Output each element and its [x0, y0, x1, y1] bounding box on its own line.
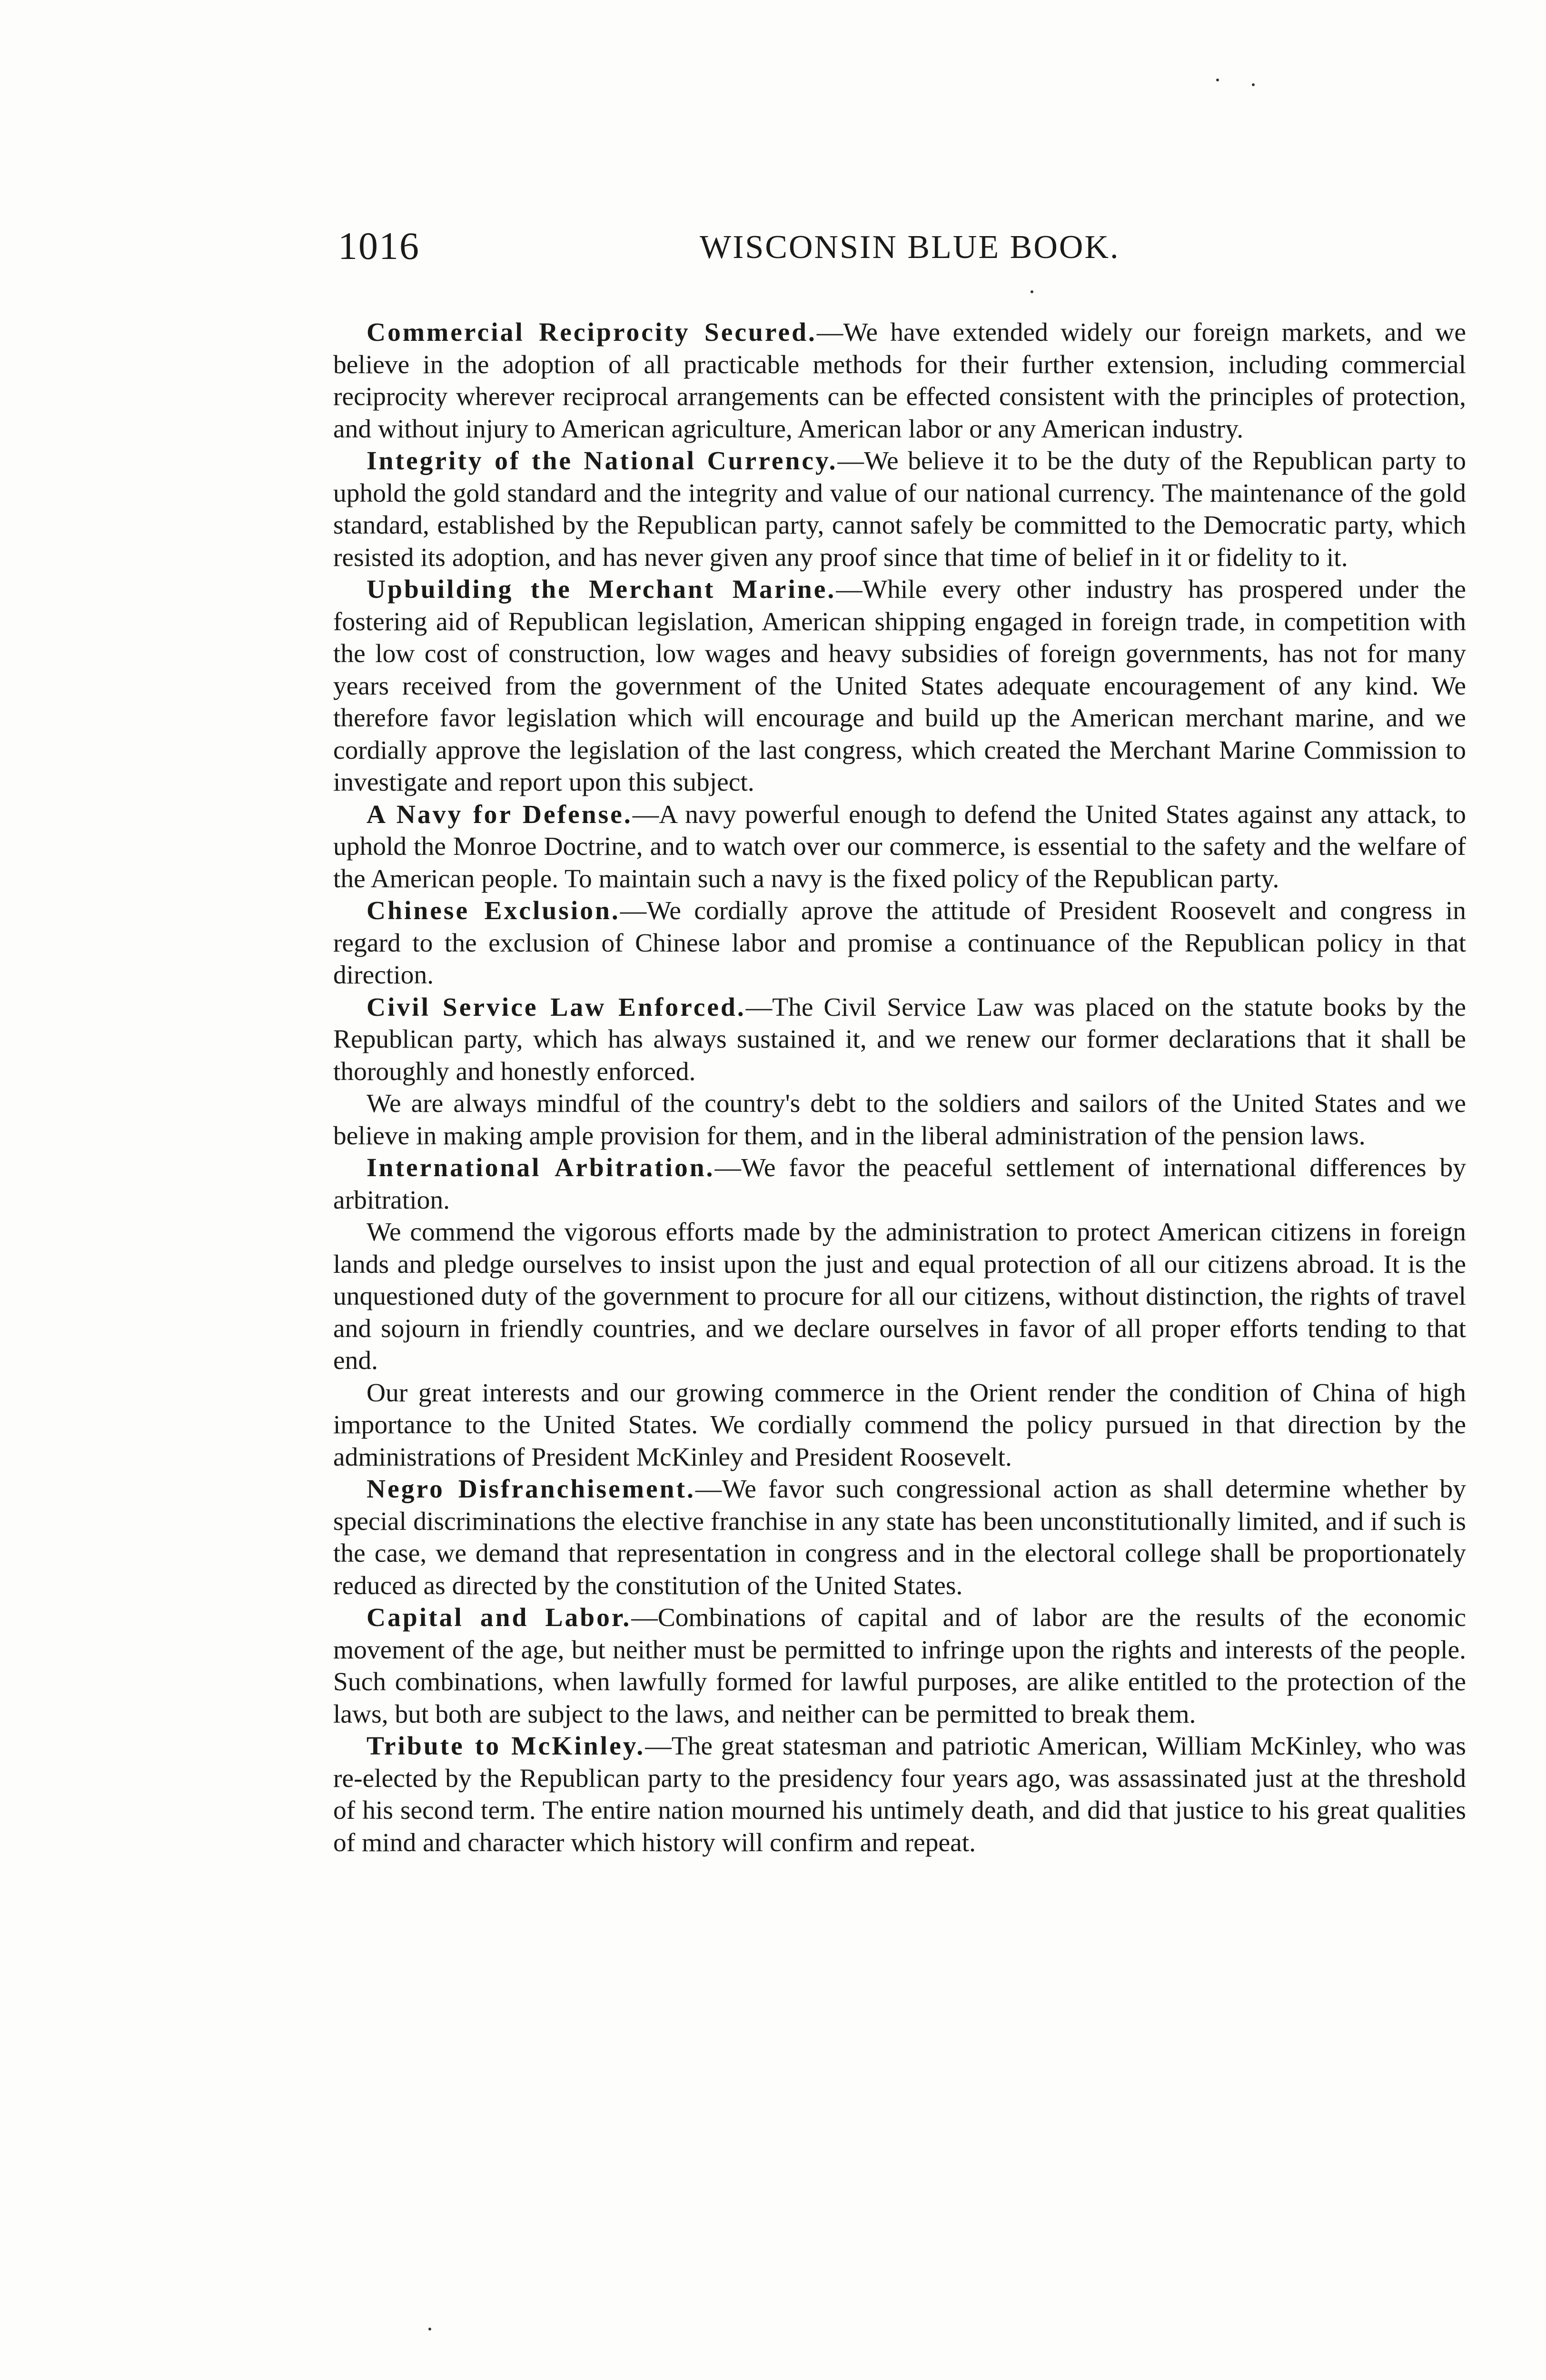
paragraph-chinese-exclusion — [333, 895, 1466, 992]
paragraph-civil-service — [333, 992, 1466, 1088]
paragraph-heading: Upbuilding the Merchant Marine. — [367, 575, 836, 604]
paragraph-commercial-reciprocity — [333, 317, 1466, 445]
paragraph-heading: Integrity of the National Currency. — [367, 446, 838, 476]
paragraph-international-arbitration — [333, 1152, 1466, 1216]
paragraph-text: Our great interests and our growing commerce in the Orient render the condition of China of high importance to the United States. We cordially commend the policy pursued in that direction by the administrations of President McKinley and President Roosevelt. — [333, 1378, 1466, 1472]
paragraph-soldiers-sailors — [333, 1088, 1466, 1152]
paragraph-text: —We cordially aprove the attitude of President Roosevelt and congress in regard to the exclusion of Chinese labor and promise a continuance of the Republican policy in that direction. — [333, 896, 1467, 990]
page-number: 1016 — [338, 224, 420, 268]
paragraph-heading: International Arbitration. — [367, 1153, 715, 1182]
paragraph-orient-commerce — [333, 1377, 1466, 1474]
paper-speck — [1031, 290, 1033, 293]
paper-speck — [1252, 83, 1255, 86]
paragraph-heading: Negro Disfranchisement. — [367, 1475, 695, 1504]
paragraph-merchant-marine — [333, 574, 1466, 799]
paragraph-heading: Civil Service Law Enforced. — [367, 992, 746, 1022]
paragraph-text: We are always mindful of the country's debt to the soldiers and sailors of the United States and we believe in making ample provision for them, and in the liberal administration of the pension laws. — [333, 1089, 1466, 1150]
paragraph-text: —We have extended widely our foreign markets, and we believe in the adoption of all practicable methods for their further extension, including commercial reciprocity wherever reciprocal arrangements can be effected consistent with the principles of protection, and without injury to American agriculture, American labor or any American industry. — [333, 318, 1467, 444]
paragraph-text: —Combinations of capital and of labor are the results of the economic movement of the age, but neither must be permitted to infringe upon the rights and interests of the people. Such combinations, when lawfully formed for lawful purposes, are alike entitled to the protection of the laws, but both are subject to the laws, and neither can be permitted to break them. — [333, 1603, 1466, 1729]
paper-speck — [428, 2328, 431, 2330]
paragraph-text: —The Civil Service Law was placed on the statute books by the Republican party, which has always sustained it, and we renew our former declarations that it shall be thoroughly and honestly enforced. — [333, 992, 1466, 1086]
paragraph-text: —We favor such congressional action as shall determine whether by special discriminations the elective franchise in any state has been unconstitutionally limited, and if such is the case, we demand that representation in congress and in the electoral college shall be proportionately reduced as directed by the constitution of the United States. — [333, 1475, 1466, 1600]
page-header — [338, 224, 1452, 276]
paper-speck — [1216, 79, 1219, 81]
paragraph-heading: Capital and Labor. — [367, 1603, 632, 1632]
paragraph-navy-defense — [333, 799, 1466, 895]
paragraph-text: —A navy powerful enough to defend the United States against any attack, to uphold the Monroe Doctrine, and to watch over our commerce, is essential to the safety and the welfare of the American people. To maintain such a navy is the fixed policy of the Republican party. — [333, 800, 1467, 893]
paragraph-citizens-abroad — [333, 1216, 1466, 1377]
paragraph-tribute-mckinley — [333, 1730, 1466, 1859]
paragraph-heading: Tribute to McKinley. — [367, 1732, 645, 1761]
running-title: WISCONSIN BLUE BOOK. — [700, 229, 1120, 266]
paragraph-national-currency — [333, 445, 1466, 574]
paragraph-heading: Chinese Exclusion. — [367, 896, 620, 925]
paragraph-text: We commend the vigorous efforts made by the administration to protect American citizens in foreign lands and pledge ourselves to insist upon the just and equal protection of all our citizens abroad. It is the unquestioned duty of the government to procure for all our citizens, without distinction, the rights of travel and sojourn in friendly countries, and we declare ourselves in favor of all proper efforts tending to that end. — [333, 1218, 1466, 1375]
paragraph-text: —The great statesman and patriotic American, William McKinley, who was re-elected by the Republican party to the presidency four years ago, was assassinated just at the threshold of his second term. The entire nation mourned his untimely death, and did that justice to his great qualities of mind and character which history will confirm and repeat. — [333, 1732, 1467, 1857]
paragraph-heading: A Navy for Defense. — [367, 800, 633, 829]
paragraph-text: —We favor the peaceful settlement of international differences by arbitration. — [333, 1153, 1467, 1215]
page-body — [333, 317, 1466, 1859]
paragraph-heading: Commercial Reciprocity Secured. — [367, 318, 817, 347]
paragraph-negro-disfranchisement — [333, 1473, 1466, 1602]
paragraph-text: —While every other industry has prospered under the fostering aid of Republican legislation, American shipping engaged in foreign trade, in competition with the low cost of construction, low wages and heavy subsidies of foreign governments, has not for many years received from the government of the United States adequate encouragement of any kind. We therefore favor legislation which will encourage and build up the American merchant marine, and we cordially approve the legislation of the last congress, which created the Merchant Marine Commission to investigate and report upon this subject. — [333, 575, 1466, 797]
paragraph-capital-labor — [333, 1602, 1466, 1730]
paragraph-text: —We believe it to be the duty of the Republican party to uphold the gold standard and the integrity and value of our national currency. The maintenance of the gold standard, established by the Republican party, cannot safely be committed to the Democratic party, which resisted its adoption, and has never given any proof since that time of belief in it or fidelity to it. — [333, 446, 1466, 572]
